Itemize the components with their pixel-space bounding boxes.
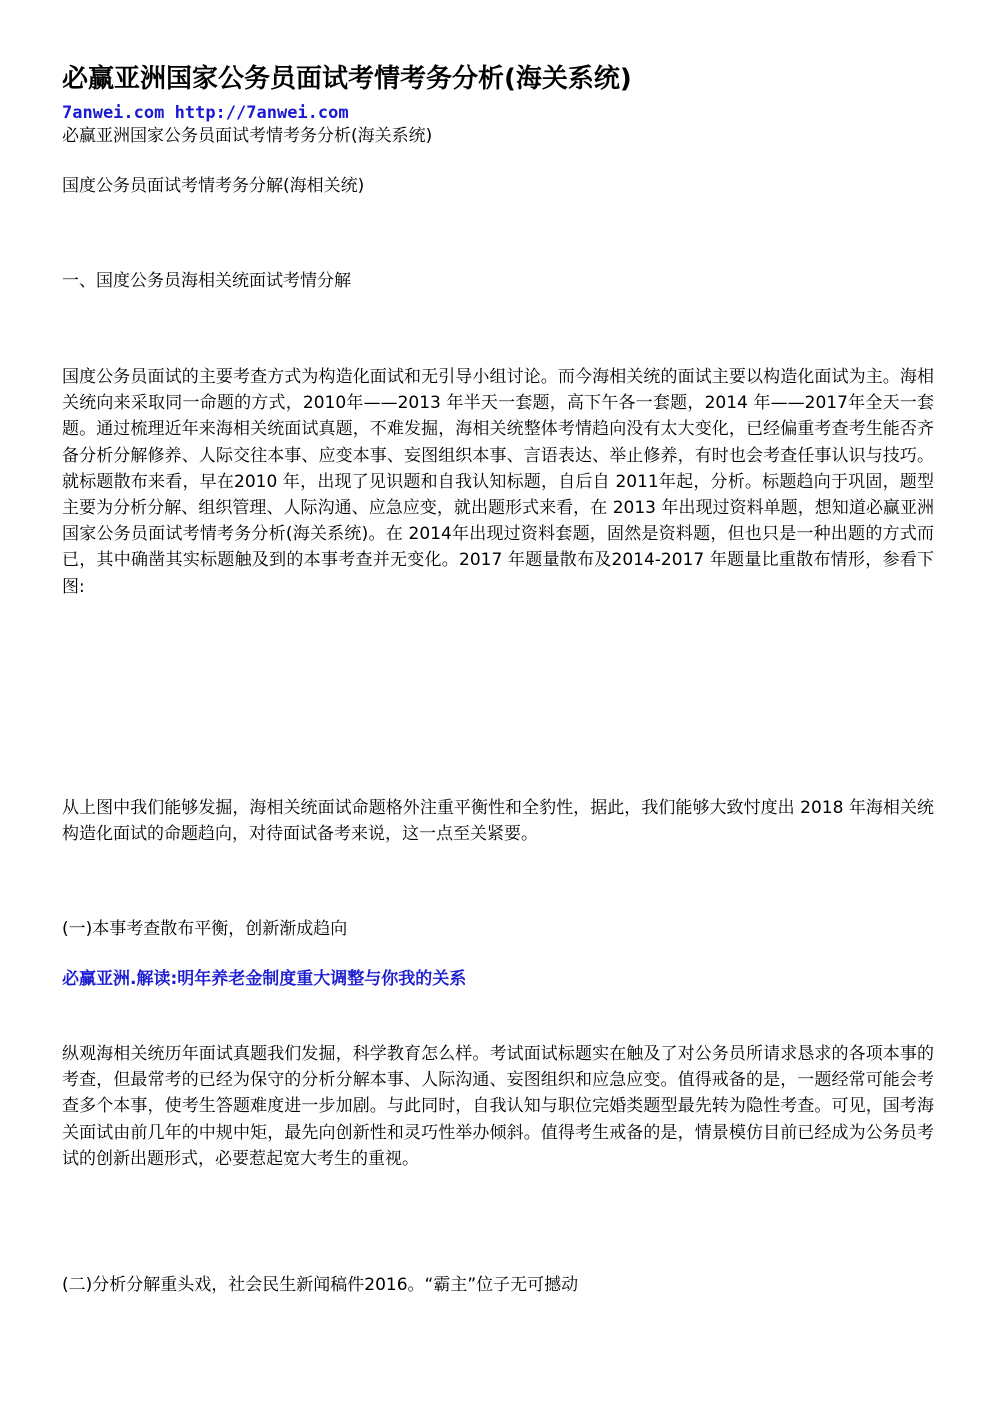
paragraph-exam-overview: 国度公务员面试的主要考查方式为构造化面试和无引导小组讨论。而今海相关统的面试主要以构造化面试为主。海相关统向来采取同一命题的方式，2010年——2013 年半天一套题，高下午各一套题，2014 年——2017年全天一套题。通过梳理近年来海相关统面试真题，不难发掘，海相关统整体考情趋向没有太大变化，已经偏重考查考生能否齐备分析分解修养、人际交往本事、应变本事、妄图组织本事、言语表达、举止修养，有时也会考查任事认识与技巧。就标题散布来看，早在2010 年，出现了见识题和自我认知标题，自后自 2011年起，分析。标题趋向于巩固，题型主要为分析分解、组织管理、人际沟通、应急应变，就出题形式来看，在 2013 年出现过资料单题，想知道必赢亚洲国家公务员面试考情考务分析(海关系统)。在 2014年出现过资料套题，固然是资料题，但也只是一种出题的方式而已，其中确凿其实标题触及到的本事考查并无变化。2017 年题量散布及2014-2017 年题量比重散布情形，参看下图: (62, 367, 934, 597)
article-link[interactable]: 必赢亚洲.解读:明年养老金制度重大调整与你我的关系 (62, 969, 467, 989)
paragraph-history-analysis: 纵观海相关统历年面试真题我们发掘，科学教育怎么样。考试面试标题实在触及了对公务员所请求恳求的各项本事的考查，但最常考的已经为保守的分析分解本事、人际沟通、妄图组织和应急应变。值得戒备的是，一题经常可能会考查多个本事，使考生答题难度进一步加剧。与此同时，自我认知与职位完婚类题型最先转为隐性考查。可见，国考海关面试由前几年的中规中矩，最先向创新性和灵巧性举办倾斜。值得考生戒备的是，情景模仿目前已经成为公务员考试的创新出题形式，必要惹起宽大考生的重视。 (62, 1044, 934, 1169)
document-subheading: 国度公务员面试考情考务分解(海相关统) (62, 176, 365, 196)
document-title: 必赢亚洲国家公务员面试考情考务分析(海关系统) (62, 64, 632, 94)
site-url-short-link[interactable]: 7anwei.com (62, 103, 165, 123)
document-subtitle: 必赢亚洲国家公务员面试考情考务分析(海关系统) (62, 126, 433, 146)
subsection-heading-one: (一)本事考查散布平衡，创新渐成趋向 (62, 919, 348, 939)
site-url-line (62, 102, 349, 124)
section-heading-one: 一、国度公务员海相关统面试考情分解 (62, 271, 351, 291)
subsection-heading-two: (二)分析分解重头戏，社会民生新闻稿件2016。“霸主”位子无可撼动 (62, 1275, 579, 1295)
site-url-full-link[interactable]: http://7anwei.com (174, 103, 349, 123)
paragraph-trend-summary: 从上图中我们能够发掘，海相关统面试命题格外注重平衡性和全豹性，据此，我们能够大致忖度出 2018 年海相关统构造化面试的命题趋向，对待面试备考来说，这一点至关紧要。 (62, 798, 934, 845)
